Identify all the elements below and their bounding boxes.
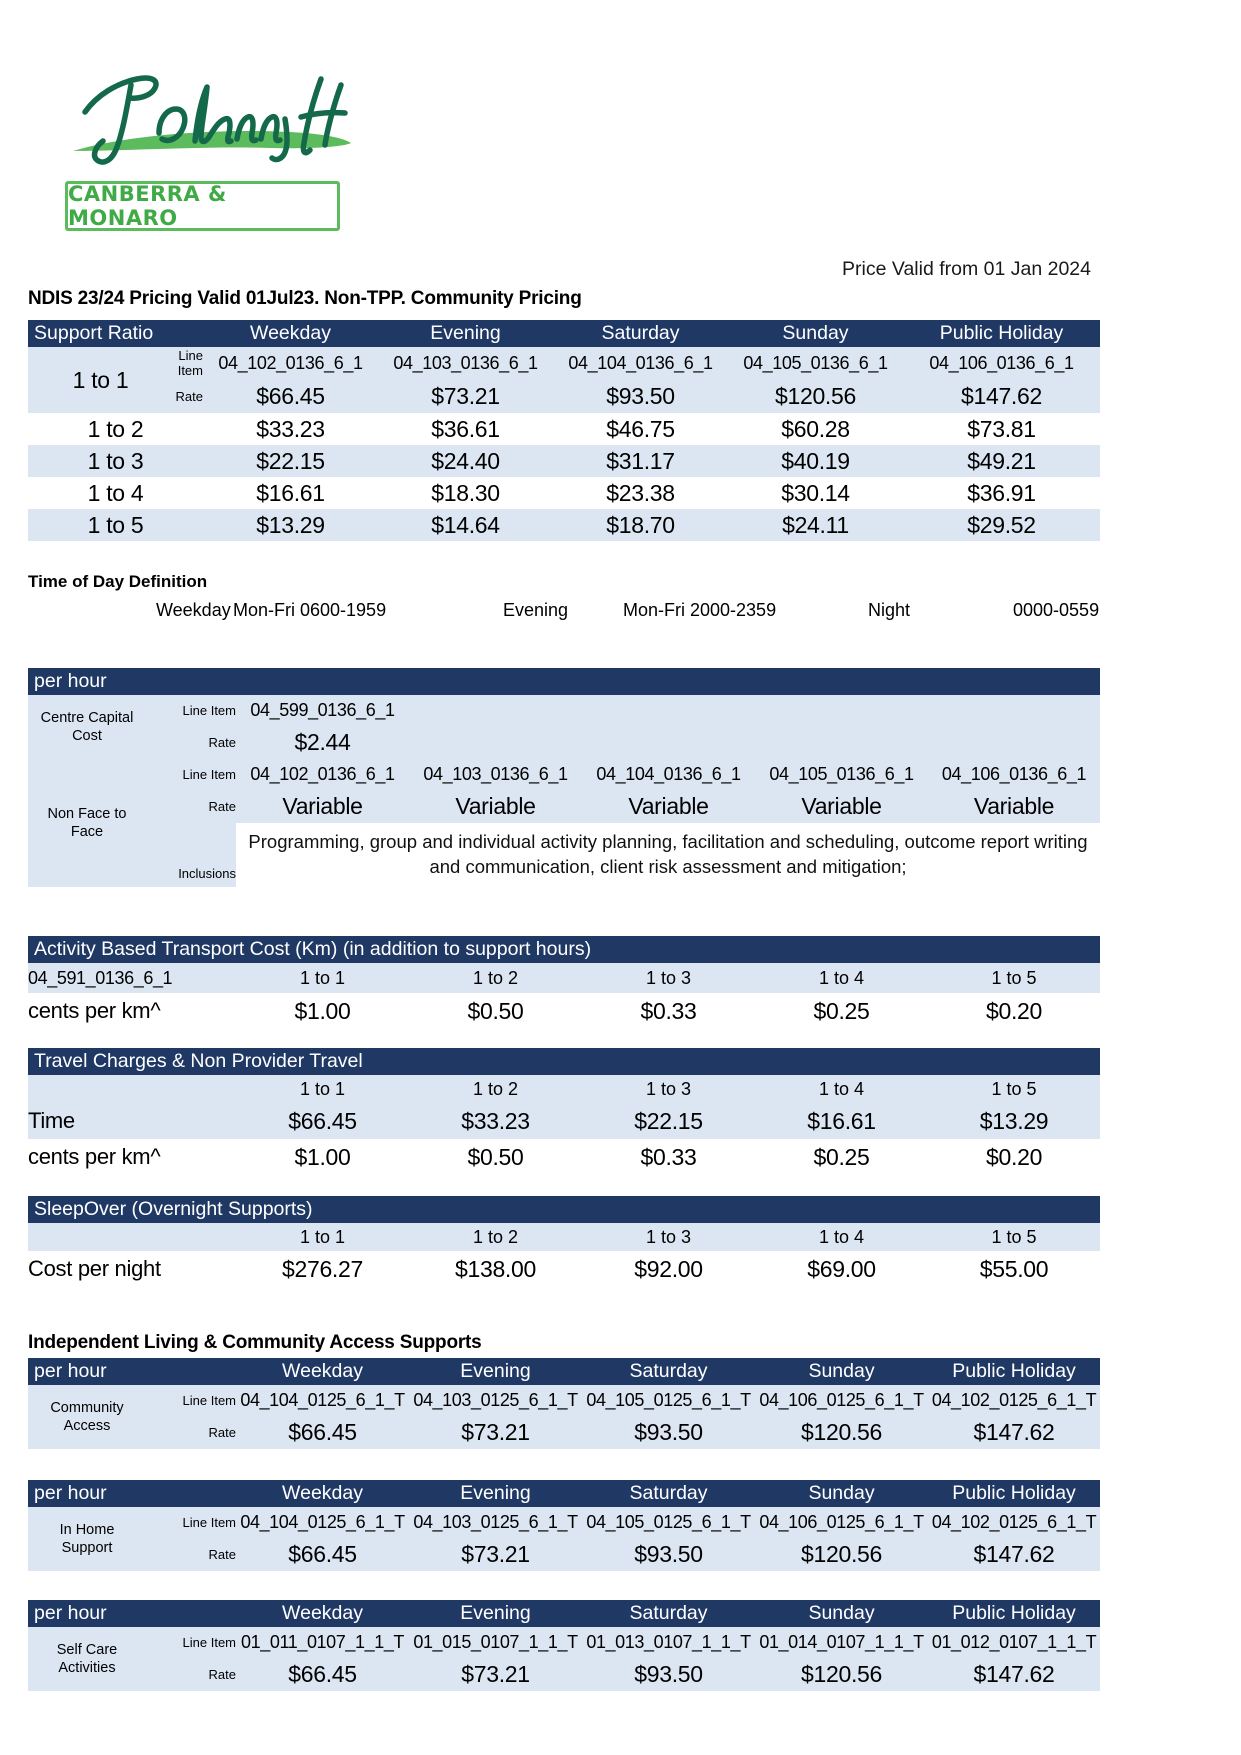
- line-item-nonface-sunday: 04_105_0136_6_1: [755, 759, 928, 789]
- travel-bar-row: [28, 1048, 1100, 1075]
- line-item-ih-weekday: 04_104_0125_6_1_T: [236, 1507, 409, 1537]
- col-header-sunday-ca: Sunday: [755, 1358, 928, 1385]
- sub-label-line-item-centre: Line Item: [146, 695, 236, 725]
- col-header-evening-ca: Evening: [409, 1358, 582, 1385]
- rate-weekday-1to5: $13.29: [203, 509, 378, 541]
- col-header-evening-ih: Evening: [409, 1480, 582, 1507]
- line-item-centre-capital: 04_599_0136_6_1: [236, 695, 409, 725]
- non-face-inclusions-row: [28, 823, 1100, 887]
- row-label-travel-time: Time: [28, 1103, 236, 1139]
- row-label-ratio-1to3: 1 to 3: [28, 445, 203, 477]
- rate-publicholiday-1to1: $147.62: [903, 379, 1100, 413]
- transport-ratio-1to5: 1 to 5: [928, 963, 1100, 993]
- travel-time-1to2: $33.23: [409, 1103, 582, 1139]
- line-item-ca-publicholiday: 04_102_0125_6_1_T: [928, 1385, 1100, 1415]
- rate-nonface-publicholiday: Variable: [928, 789, 1100, 823]
- document-subtitle: NDIS 23/24 Pricing Valid 01Jul23. Non-TPP. Community Pricing: [28, 288, 582, 309]
- transport-value-1to5: $0.20: [928, 993, 1100, 1029]
- rate-sc-publicholiday: $147.62: [928, 1657, 1100, 1691]
- travel-km-row: [28, 1139, 1100, 1175]
- line-item-sunday-1to1: 04_105_0136_6_1: [728, 347, 903, 379]
- col-header-support-ratio: Support Ratio: [28, 320, 203, 347]
- line-item-publicholiday-1to1: 04_106_0136_6_1: [903, 347, 1100, 379]
- sub-label-rate-ih: Rate: [146, 1537, 236, 1571]
- rate-publicholiday-1to4: $36.91: [903, 477, 1100, 509]
- sleepover-ratio-1to1: 1 to 1: [236, 1223, 409, 1251]
- sleepover-table: [28, 1196, 1100, 1287]
- row-label-ratio-1to5: 1 to 5: [28, 509, 203, 541]
- rate-ca-weekday: $66.45: [236, 1415, 409, 1449]
- travel-ratio-header-row: [28, 1075, 1100, 1103]
- col-header-per-hour-ca: per hour: [28, 1358, 236, 1385]
- transport-cost-table: [28, 936, 1100, 1029]
- col-header-weekday-ca: Weekday: [236, 1358, 409, 1385]
- line-item-ih-publicholiday: 04_102_0125_6_1_T: [928, 1507, 1100, 1537]
- logo-badge-text: CANBERRA & MONARO: [68, 182, 227, 230]
- table-row-1to2: [28, 413, 1100, 445]
- rate-sunday-1to1: $120.56: [728, 379, 903, 413]
- rate-evening-1to5: $14.64: [378, 509, 553, 541]
- in-home-header-row: [28, 1480, 1100, 1507]
- community-access-rate-row: [28, 1415, 1100, 1449]
- line-item-nonface-evening: 04_103_0136_6_1: [409, 759, 582, 789]
- transport-value-1to3: $0.33: [582, 993, 755, 1029]
- rate-sc-saturday: $93.50: [582, 1657, 755, 1691]
- rate-nonface-saturday: Variable: [582, 789, 755, 823]
- in-home-label-line2: Support: [61, 1540, 113, 1556]
- centre-capital-empty-cells: [409, 695, 1100, 725]
- rate-sc-evening: $73.21: [409, 1657, 582, 1691]
- row-label-self-care-activities: [28, 1627, 146, 1691]
- rate-ih-saturday: $93.50: [582, 1537, 755, 1571]
- line-item-ih-evening: 04_103_0125_6_1_T: [409, 1507, 582, 1537]
- sub-label-rate-nonface: Rate: [146, 789, 236, 823]
- line-item-ih-sunday: 04_106_0125_6_1_T: [755, 1507, 928, 1537]
- rate-centre-capital: $2.44: [236, 725, 409, 759]
- bar-label-travel: Travel Charges & Non Provider Travel: [28, 1048, 1100, 1075]
- in-home-support-table: [28, 1480, 1100, 1571]
- non-face-lineitem-row: [28, 759, 1100, 789]
- rate-ih-publicholiday: $147.62: [928, 1537, 1100, 1571]
- line-item-evening-1to1: 04_103_0136_6_1: [378, 347, 553, 379]
- row-label-cost-per-night: Cost per night: [28, 1251, 236, 1287]
- col-header-sunday-ih: Sunday: [755, 1480, 928, 1507]
- community-access-label-line2: Access: [63, 1418, 111, 1434]
- sub-label-rate: Rate: [173, 379, 203, 413]
- rate-publicholiday-1to2: $73.81: [903, 413, 1100, 445]
- travel-time-row: [28, 1103, 1100, 1139]
- col-header-per-hour-sc: per hour: [28, 1600, 236, 1627]
- line-item-nonface-weekday: 04_102_0136_6_1: [236, 759, 409, 789]
- sleepover-value-1to2: $138.00: [409, 1251, 582, 1287]
- transport-ratio-1to2: 1 to 2: [409, 963, 582, 993]
- transport-value-1to2: $0.50: [409, 993, 582, 1029]
- sub-label-inclusions: Inclusions: [146, 823, 236, 887]
- line-item-sc-weekday: 01_011_0107_1_1_T: [236, 1627, 409, 1657]
- sleepover-ratio-1to4: 1 to 4: [755, 1223, 928, 1251]
- centre-capital-rate-row: [28, 725, 1100, 759]
- line-item-saturday-1to1: 04_104_0136_6_1: [553, 347, 728, 379]
- travel-ratio-header-spacer: [28, 1075, 236, 1103]
- rate-ca-evening: $73.21: [409, 1415, 582, 1449]
- rate-sc-weekday: $66.45: [236, 1657, 409, 1691]
- inclusions-text: Programming, group and individual activity planning, facilitation and scheduling, outcome report writing and communication, client risk assessment and mitigation;: [236, 823, 1100, 887]
- rate-evening-1to3: $24.40: [378, 445, 553, 477]
- row-label-in-home-support: [28, 1507, 146, 1571]
- line-item-ca-saturday: 04_105_0125_6_1_T: [582, 1385, 755, 1415]
- sleepover-ratio-1to5: 1 to 5: [928, 1223, 1100, 1251]
- tod-label-night: Night: [868, 600, 911, 620]
- rate-evening-1to2: $36.61: [378, 413, 553, 445]
- line-item-nonface-saturday: 04_104_0136_6_1: [582, 759, 755, 789]
- rate-saturday-1to2: $46.75: [553, 413, 728, 445]
- self-care-activities-table: [28, 1600, 1100, 1691]
- rate-evening-1to4: $18.30: [378, 477, 553, 509]
- rate-evening-1to1: $73.21: [378, 379, 553, 413]
- self-care-label-line1: Self Care: [56, 1641, 118, 1658]
- community-access-header-row: [28, 1358, 1100, 1385]
- sub-label-line-item-sc: Line Item: [146, 1627, 236, 1657]
- johnny-h-script-logo-icon: [55, 55, 385, 175]
- sub-label-line-item-ih: Line Item: [146, 1507, 236, 1537]
- col-header-evening-sc: Evening: [409, 1600, 582, 1627]
- bar-label-transport: Activity Based Transport Cost (Km) (in addition to support hours): [28, 936, 1100, 963]
- price-valid-date: Price Valid from 01 Jan 2024: [842, 258, 1091, 280]
- table-row-1to4: [28, 477, 1100, 509]
- rate-weekday-1to2: $33.23: [203, 413, 378, 445]
- sub-label-line-item-nonface: Line Item: [146, 759, 236, 789]
- table-row-lineitem-1to1: [28, 347, 1100, 379]
- bar-label-sleepover: SleepOver (Overnight Supports): [28, 1196, 1100, 1223]
- travel-km-1to5: $0.20: [928, 1139, 1100, 1175]
- rate-nonface-evening: Variable: [409, 789, 582, 823]
- sub-label-rate-ca: Rate: [146, 1415, 236, 1449]
- self-care-header-row: [28, 1600, 1100, 1627]
- table-row-1to5: [28, 509, 1100, 541]
- col-header-weekday-ih: Weekday: [236, 1480, 409, 1507]
- non-face-rate-row: [28, 789, 1100, 823]
- community-access-label-line1: Community: [50, 1399, 124, 1416]
- line-item-sc-evening: 01_015_0107_1_1_T: [409, 1627, 582, 1657]
- line-item-sc-publicholiday: 01_012_0107_1_1_T: [928, 1627, 1100, 1657]
- row-label-ratio-1to1: 1 to 1: [28, 347, 173, 413]
- centre-capital-label-line2: Cost: [72, 728, 102, 744]
- col-header-evening: Evening: [378, 320, 553, 347]
- rate-ca-publicholiday: $147.62: [928, 1415, 1100, 1449]
- tod-label-evening: Evening: [503, 600, 569, 620]
- transport-ratio-1to1: 1 to 1: [236, 963, 409, 993]
- travel-time-1to5: $13.29: [928, 1103, 1100, 1139]
- rate-ca-saturday: $93.50: [582, 1415, 755, 1449]
- line-item-transport: 04_591_0136_6_1: [28, 963, 236, 993]
- travel-time-1to3: $22.15: [582, 1103, 755, 1139]
- sleepover-bar-row: [28, 1196, 1100, 1223]
- line-item-ih-saturday: 04_105_0125_6_1_T: [582, 1507, 755, 1537]
- travel-km-1to1: $1.00: [236, 1139, 409, 1175]
- col-header-weekday-sc: Weekday: [236, 1600, 409, 1627]
- sleepover-value-1to1: $276.27: [236, 1251, 409, 1287]
- transport-value-1to4: $0.25: [755, 993, 928, 1029]
- sleepover-value-1to3: $92.00: [582, 1251, 755, 1287]
- row-label-ratio-1to2: 1 to 2: [28, 413, 203, 445]
- sleepover-ratio-1to3: 1 to 3: [582, 1223, 755, 1251]
- in-home-lineitem-row: [28, 1507, 1100, 1537]
- community-access-lineitem-row: [28, 1385, 1100, 1415]
- transport-value-row: [28, 993, 1100, 1029]
- tod-value-night: 0000-0559: [1013, 600, 1100, 620]
- col-header-saturday-ih: Saturday: [582, 1480, 755, 1507]
- col-header-saturday-ca: Saturday: [582, 1358, 755, 1385]
- line-item-ca-evening: 04_103_0125_6_1_T: [409, 1385, 582, 1415]
- travel-time-1to4: $16.61: [755, 1103, 928, 1139]
- centre-capital-rate-empty-cells: [409, 725, 1100, 759]
- col-header-sunday: Sunday: [728, 320, 903, 347]
- transport-ratio-1to3: 1 to 3: [582, 963, 755, 993]
- sleepover-ratio-header-row: [28, 1223, 1100, 1251]
- rate-sunday-1to3: $40.19: [728, 445, 903, 477]
- travel-km-1to4: $0.25: [755, 1139, 928, 1175]
- tod-value-evening: Mon-Fri 2000-2359: [623, 600, 777, 620]
- non-face-label-line2: Face: [70, 824, 104, 840]
- line-item-weekday-1to1: 04_102_0136_6_1: [203, 347, 378, 379]
- sub-label-rate-centre: Rate: [146, 725, 236, 759]
- in-home-rate-row: [28, 1537, 1100, 1571]
- line-item-sc-saturday: 01_013_0107_1_1_T: [582, 1627, 755, 1657]
- line-item-ca-sunday: 04_106_0125_6_1_T: [755, 1385, 928, 1415]
- tod-label-weekday: Weekday: [156, 600, 231, 620]
- per-hour-cost-table: [28, 668, 1100, 887]
- rate-ih-sunday: $120.56: [755, 1537, 928, 1571]
- time-of-day-title: Time of Day Definition: [28, 572, 208, 591]
- travel-time-1to1: $66.45: [236, 1103, 409, 1139]
- per-hour-bar-row: [28, 668, 1100, 695]
- non-face-label-line1: Non Face to: [47, 805, 127, 822]
- line-item-ca-weekday: 04_104_0125_6_1_T: [236, 1385, 409, 1415]
- col-header-publicholiday-ca: Public Holiday: [928, 1358, 1100, 1385]
- travel-ratio-1to2: 1 to 2: [409, 1075, 582, 1103]
- col-header-per-hour-ih: per hour: [28, 1480, 236, 1507]
- rate-saturday-1to4: $23.38: [553, 477, 728, 509]
- rate-weekday-1to4: $16.61: [203, 477, 378, 509]
- travel-charges-table: [28, 1048, 1100, 1175]
- transport-value-1to1: $1.00: [236, 993, 409, 1029]
- company-logo: [55, 55, 385, 245]
- sleepover-ratio-header-spacer: [28, 1223, 236, 1251]
- travel-ratio-1to4: 1 to 4: [755, 1075, 928, 1103]
- rate-publicholiday-1to3: $49.21: [903, 445, 1100, 477]
- rate-saturday-1to1: $93.50: [553, 379, 728, 413]
- travel-ratio-1to5: 1 to 5: [928, 1075, 1100, 1103]
- row-label-travel-cents-per-km: cents per km^: [28, 1139, 236, 1175]
- rate-ca-sunday: $120.56: [755, 1415, 928, 1449]
- rate-nonface-weekday: Variable: [236, 789, 409, 823]
- table-header-row: [28, 320, 1100, 347]
- col-header-saturday-sc: Saturday: [582, 1600, 755, 1627]
- travel-km-1to3: $0.33: [582, 1139, 755, 1175]
- col-header-public-holiday: Public Holiday: [903, 320, 1100, 347]
- row-label-cents-per-km: cents per km^: [28, 993, 236, 1029]
- sleepover-ratio-1to2: 1 to 2: [409, 1223, 582, 1251]
- line-item-nonface-publicholiday: 04_106_0136_6_1: [928, 759, 1100, 789]
- rate-sunday-1to2: $60.28: [728, 413, 903, 445]
- rate-ih-weekday: $66.45: [236, 1537, 409, 1571]
- col-header-weekday: Weekday: [203, 320, 378, 347]
- col-header-sunday-sc: Sunday: [755, 1600, 928, 1627]
- sub-label-rate-sc: Rate: [146, 1657, 236, 1691]
- rate-weekday-1to1: $66.45: [203, 379, 378, 413]
- row-label-non-face-to-face: [28, 759, 146, 887]
- rate-sunday-1to5: $24.11: [728, 509, 903, 541]
- col-header-saturday: Saturday: [553, 320, 728, 347]
- travel-km-1to2: $0.50: [409, 1139, 582, 1175]
- col-header-publicholiday-sc: Public Holiday: [928, 1600, 1100, 1627]
- sleepover-value-1to4: $69.00: [755, 1251, 928, 1287]
- rate-publicholiday-1to5: $29.52: [903, 509, 1100, 541]
- sub-label-line-item: Line Item: [173, 347, 203, 379]
- tod-value-weekday: Mon-Fri 0600-1959: [233, 600, 387, 620]
- rate-sunday-1to4: $30.14: [728, 477, 903, 509]
- support-ratio-table: [28, 320, 1100, 541]
- rate-ih-evening: $73.21: [409, 1537, 582, 1571]
- transport-ratio-header-row: [28, 963, 1100, 993]
- self-care-label-line2: Activities: [58, 1660, 116, 1676]
- sleepover-value-1to5: $55.00: [928, 1251, 1100, 1287]
- rate-nonface-sunday: Variable: [755, 789, 928, 823]
- bar-label-per-hour: per hour: [28, 668, 1100, 695]
- sleepover-value-row: [28, 1251, 1100, 1287]
- rate-sc-sunday: $120.56: [755, 1657, 928, 1691]
- row-label-ratio-1to4: 1 to 4: [28, 477, 203, 509]
- travel-ratio-1to1: 1 to 1: [236, 1075, 409, 1103]
- community-access-table: [28, 1358, 1100, 1449]
- centre-capital-lineitem-row: [28, 695, 1100, 725]
- rate-saturday-1to5: $18.70: [553, 509, 728, 541]
- rate-weekday-1to3: $22.15: [203, 445, 378, 477]
- in-home-label-line1: In Home: [59, 1521, 115, 1538]
- self-care-lineitem-row: [28, 1627, 1100, 1657]
- travel-ratio-1to3: 1 to 3: [582, 1075, 755, 1103]
- transport-bar-row: [28, 936, 1100, 963]
- line-item-sc-sunday: 01_014_0107_1_1_T: [755, 1627, 928, 1657]
- self-care-rate-row: [28, 1657, 1100, 1691]
- table-row-1to3: [28, 445, 1100, 477]
- row-label-community-access: [28, 1385, 146, 1449]
- logo-region-badge: [65, 181, 340, 231]
- centre-capital-label-line1: Centre Capital: [40, 709, 134, 726]
- col-header-publicholiday-ih: Public Holiday: [928, 1480, 1100, 1507]
- independent-living-title: Independent Living & Community Access Supports: [28, 1332, 482, 1353]
- transport-ratio-1to4: 1 to 4: [755, 963, 928, 993]
- table-row-rate-1to1: [28, 379, 1100, 413]
- rate-saturday-1to3: $31.17: [553, 445, 728, 477]
- sub-label-line-item-ca: Line Item: [146, 1385, 236, 1415]
- row-label-centre-capital-cost: [28, 695, 146, 759]
